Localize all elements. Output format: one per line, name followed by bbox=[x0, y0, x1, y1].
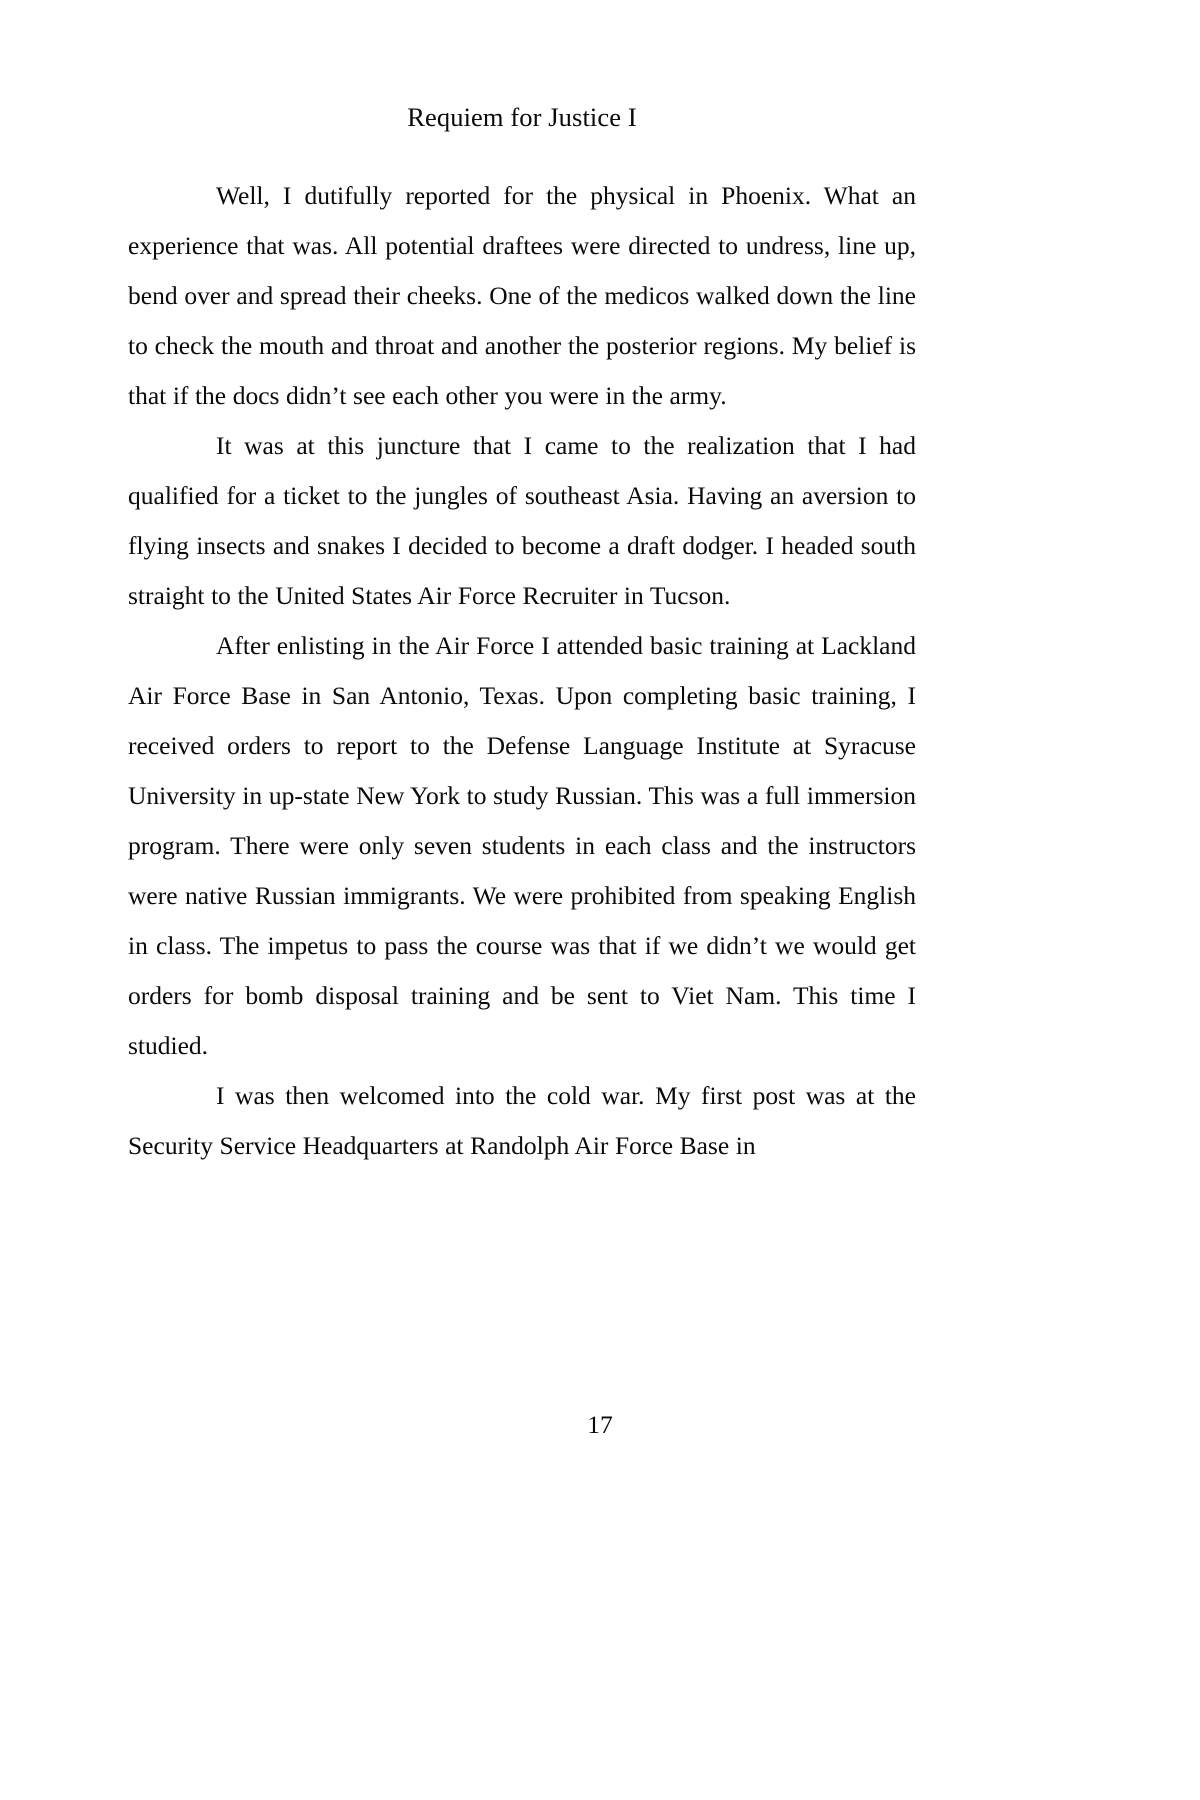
body-text bbox=[128, 131, 916, 1171]
page-number: 17 bbox=[587, 1410, 613, 1439]
paragraph: It was at this juncture that I came to the realization that I had qualified for a ticket to the jungles of southeast Asia. Having an aversion to flying insects and snakes I decided to become a draft dodger. I headed south straight to the United States Air Force Recruiter in Tucson. bbox=[128, 430, 916, 610]
paragraph: After enlisting in the Air Force I attended basic training at Lackland Air Force Base in San Antonio, Texas. Upon completing basic training, I received orders to report to the Defense Language Institute at Syracuse University in up-state New York to study Russian. This was a full immersion program. There were only seven students in each class and the instructors were native Russian immigrants. We were prohibited from speaking English in class. The impetus to pass the course was that if we didn’t we would get orders for bomb disposal training and be sent to Viet Nam. This time I studied. bbox=[128, 630, 916, 1060]
page-content bbox=[128, 0, 916, 1171]
paragraph: I was then welcomed into the cold war. My first post was at the Security Service Headquarters at Randolph Air Force Base in bbox=[128, 1080, 916, 1160]
paragraph: Well, I dutifully reported for the physical in Phoenix. What an experience that was. All potential draftees were directed to undress, line up, bend over and spread their cheeks. One of the medicos walked down the line to check the mouth and throat and another the posterior regions. My belief is that if the docs didn’t see each other you were in the army. bbox=[128, 180, 916, 410]
page-title: Requiem for Justice I bbox=[407, 102, 637, 132]
